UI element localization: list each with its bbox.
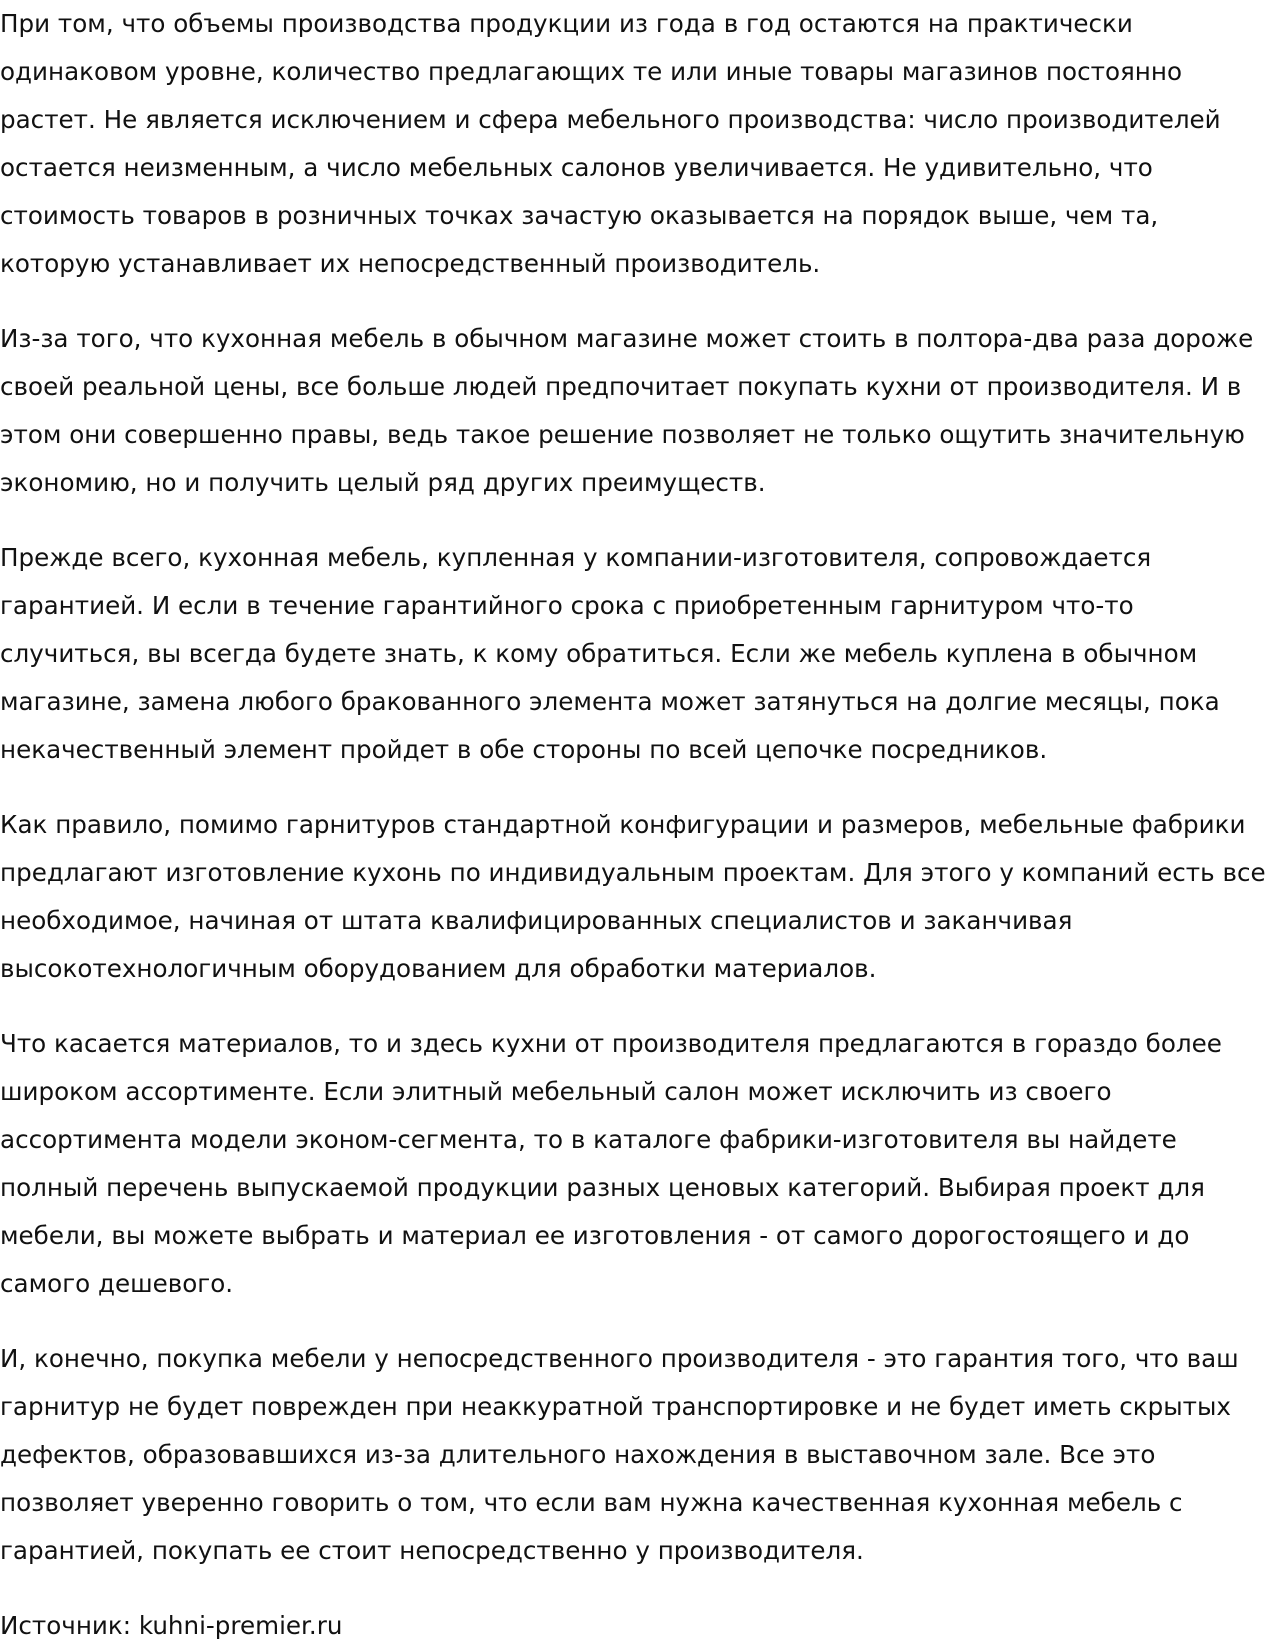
paragraph-2: Из-за того, что кухонная мебель в обычном магазине может стоить в полтора-два раза дороже своей реальной цены, все больше людей предпочитает покупать кухни от производителя. И в этом они совершенно правы, ведь такое решение позволяет не только ощутить значительную экономию, но и получить целый ряд других преимуществ. (0, 324, 1254, 497)
source-line: Источник: kuhni-premier.ru (0, 1611, 343, 1640)
paragraph-4: Как правило, помимо гарнитуров стандартной конфигурации и размеров, мебельные фабрики предлагают изготовление кухонь по индивидуальным проектам. Для этого у компаний есть все необходимое, начиная от штата квалифицированных специалистов и заканчивая высокотехнологичным оборудованием для обработки материалов. (0, 810, 1266, 983)
paragraph-6: И, конечно, покупка мебели у непосредственного производителя - это гарантия того, что ваш гарнитур не будет поврежден при неаккуратной транспортировке и не будет иметь скрытых дефектов, образовавшихся из-за длительного нахождения в выставочном зале. Все это позволяет уверенно говорить о том, что если вам нужна качественная кухонная мебель с гарантией, покупать ее стоит непосредственно у производителя. (0, 1344, 1239, 1565)
paragraph-1: При том, что объемы производства продукции из года в год остаются на практически одинаковом уровне, количество предлагающих те или иные товары магазинов постоянно растет. Не является исключением и сфера мебельного производства: число производителей остается неизменным, а число мебельных салонов увеличивается. Не удивительно, что стоимость товаров в розничных точках зачастую оказывается на порядок выше, чем та, которую устанавливает их непосредственный производитель. (0, 9, 1221, 278)
paragraph-3: Прежде всего, кухонная мебель, купленная у компании-изготовителя, сопровождается гарантией. И если в течение гарантийного срока с приобретенным гарнитуром что-то случиться, вы всегда будете знать, к кому обратиться. Если же мебель куплена в обычном магазине, замена любого бракованного элемента может затянуться на долгие месяцы, пока некачественный элемент пройдет в обе стороны по всей цепочке посредников. (0, 543, 1220, 764)
paragraph-5: Что касается материалов, то и здесь кухни от производителя предлагаются в гораздо более широком ассортименте. Если элитный мебельный салон может исключить из своего ассортимента модели эконом-сегмента, то в каталоге фабрики-изготовителя вы найдете полный перечень выпускаемой продукции разных ценовых категорий. Выбирая проект для мебели, вы можете выбрать и материал ее изготовления - от самого дорогостоящего и до самого дешевого. (0, 1029, 1222, 1298)
